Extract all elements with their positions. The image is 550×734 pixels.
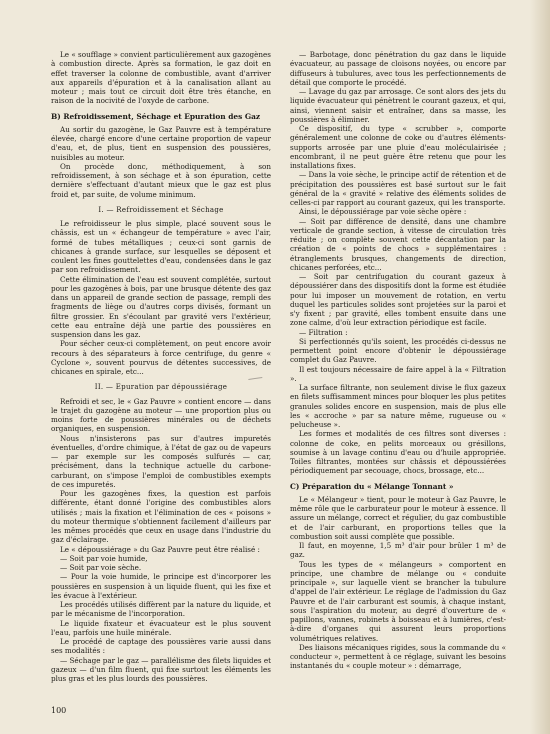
paragraph: Ainsi, le dépoussiérage par voie sèche opère : <box>299 207 467 217</box>
paragraph: — Soit par différence de densité, dans une chambre verticale de grande section, à vitesse de circulation très réduite ; on complète souvent cette décantation par la création de « points de chocs » supplémentaires : étranglements brusques, changements de direction, chicanes perforées, etc... <box>290 216 506 272</box>
paragraph: Nous n'insisterons pas sur d'autres impuretés éventuelles, d'ordre chimique, à l'état de gaz ou de vapeurs — par exemple sur les composés sulfurés — car, précisément, dans la technique actuelle du carbone-carburant, on s'impose l'emploi de combustibles exempts de ces impuretés. <box>51 433 271 489</box>
paragraph: — Filtration : <box>299 327 348 337</box>
paragraph: — Dans la voie sèche, le principe actif de rétention et de précipitation des poussières est basé surtout sur le fait général de la « gravité » relative des éléments solides de celles-ci par rapport au courant gazeux, qui les transporte. <box>290 170 506 207</box>
paragraph: Pour les gazogènes fixes, la question est parfois différente, étant donné l'origine des combustibles alors utilisés ; mais la fixation et l'élimination de ces « poisons » du moteur thermique s'obtiennent facilement d'ailleurs par les mêmes procédés que ceux en usage dans l'industrie du gaz d'éclairage. <box>51 489 271 545</box>
paragraph: — Barbotage, donc pénétration du gaz dans le liquide évacuateur, au passage de cloisons noyées, ou encore par diffuseurs à tubulures, avec tous les perfectionnements de détail que comporte le procédé. <box>290 50 506 87</box>
paragraph: Tous les types de « mélangeurs » comportent en principe, une chambre de mélange ou « conduite principale », sur laquelle vient se brancher la tubulure d'appel de l'air extérieur. Le réglage de l'admission du Gaz Pauvre et de l'air carburant est soumis, à chaque instant, sous l'aspiration du moteur, au degré d'ouverture de « papillons, vannes, robinets à boisseau et à lumières, c'est-à-dire d'organes qui assurent leurs proportions volumétriques relatives. <box>290 559 506 643</box>
paragraph: Le « dépoussiérage » du Gaz Pauvre peut être réalisé : <box>60 544 260 554</box>
paragraph: Cette élimination de l'eau est souvent complétée, surtout pour les gazogènes à bois, par une brusque détente des gaz dans un appareil de grande section de passage, rempli des fragments de liège ou d'autres corps divisés, formant un filtre grossier. En s'écoulant par gravité vers l'extérieur, cette eau entraîne déjà une partie des poussières en suspension dans les gaz. <box>51 274 271 339</box>
list-item: — Soit par voie humide, <box>60 553 148 563</box>
paragraph: Le refroidisseur le plus simple, placé souvent sous le châssis, est un « échangeur de température » avec l'air, formé de tubes métalliques ; ceux-ci sont garnis de chicanes à grande surface, sur lesquelles se déposent et coulent les fines gouttelettes d'eau, condensées dans le gaz par son refroidissement. <box>51 219 271 275</box>
paragraph: Des liaisons mécaniques rigides, sous la commande du « conducteur », permettent à ce réglage, suivant les besoins instantanés du « couple moteur » : démarrage, <box>290 642 506 671</box>
paragraph: Le liquide fixateur et évacuateur est le plus souvent l'eau, parfois une huile minérale. <box>51 618 271 637</box>
subsection-heading-i: I. — Refroidissement et Séchage <box>98 205 224 214</box>
paragraph: Pour sécher ceux-ci complètement, on peut encore avoir recours à des séparateurs à force centrifuge, du genre « Cyclone », souvent pourvus de détentes successives, de chicanes en spirale, etc... <box>51 339 271 376</box>
paragraph: Les procédés utilisés diffèrent par la nature du liquide, et par le mécanisme de l'incorporation. <box>51 600 271 619</box>
page-edge-shadow <box>530 0 550 734</box>
paragraph: — Pour la voie humide, le principe est d'incorporer les poussières en suspension à un liquide fluent, qui les fixe et les évacue à l'extérieur. <box>51 572 271 600</box>
list-item: — Soit par voie sèche. <box>60 563 142 572</box>
paragraph: Il faut, en moyenne, 1,5 m³ d'air pour brûler 1 m³ de gaz. <box>290 541 506 560</box>
section-heading-b: B) Refroidissement, Séchage et Epuration des Gaz <box>51 111 261 121</box>
left-column <box>51 50 271 683</box>
paragraph: — Lavage du gaz par arrosage. Ce sont alors des jets du liquide évacuateur qui pénètrent le courant gazeux, et qui, ainsi, viennent saisir et entraîner, dans sa masse, les poussières à éliminer. <box>290 87 506 124</box>
paragraph: Refroidi et sec, le « Gaz Pauvre » contient encore — dans le trajet du gazogène au moteur — une proportion plus ou moins forte de poussières minérales ou de déchets organiques, en suspension. <box>51 396 271 434</box>
paragraph: Au sortir du gazogène, le Gaz Pauvre est à température élevée, chargé encore d'une certaine proportion de vapeur d'eau, et, de plus, tient en suspension des poussières, nuisibles au moteur. <box>51 124 271 162</box>
paragraph: Ce dispositif, du type « scrubber », comporte généralement une colonne de coke ou d'autres éléments-supports arrosée par une pluie d'eau moléculairisée ; encombrant, il ne peut guère être retenu que pour les installations fixes. <box>290 124 506 170</box>
section-heading-c: C) Préparation du « Mélange Tonnant » <box>290 481 454 491</box>
paragraph: — Soit par centrifugation du courant gazeux à dépoussiérer dans des dispositifs dont la forme est étudiée pour lui imposer un mouvement de rotation, en vertu duquel les particules solides sont projetées sur la paroi et s'y fixent ; par gravité, elles tombent ensuite dans une zone calme, d'où leur extraction périodique est facile. <box>290 272 506 328</box>
paragraph: Le procédé de captage des poussières varie aussi dans ses modalités : <box>51 637 271 656</box>
right-column <box>290 50 506 671</box>
subsection-heading-ii: II. — Epuration par dépoussiérage <box>94 383 228 392</box>
paragraph: Le « Mélangeur » tient, pour le moteur à Gaz Pauvre, le même rôle que le carburateur pour le moteur à essence. Il assure un mélange, correct et régulier, du gaz combustible et de l'air carburant, en proportions telles que la combustion soit aussi complète que possible. <box>290 494 506 541</box>
paragraph: Si perfectionnés qu'ils soient, les procédés ci-dessus ne permettent point encore d'obtenir le dépoussiérage complet du Gaz Pauvre. <box>290 336 506 365</box>
paragraph: Le « soufflage » convient particulièrement aux gazogènes à combustion directe. Après sa formation, le gaz doit en effet traverser la colonne de combustible, avant d'arriver aux appareils d'épuration et à la canalisation allant au moteur ; mais tout ce circuit doit être très étanche, en raison de la nocivité de l'oxyde de carbone. <box>51 50 271 106</box>
paragraph: On procède donc, méthodiquement, à son refroidissement, à son séchage et à son épuration, cette dernière s'effectuant d'autant mieux que le gaz est plus froid et, par suite, de volume minimum. <box>51 161 271 199</box>
paragraph: La surface filtrante, non seulement divise le flux gazeux en filets suffisamment minces pour bloquer les plus petites granules solides encore en suspension, mais de plus elle les « accroche » par sa nature même, rugueuse ou « pelucheuse ». <box>290 383 506 429</box>
paragraph: Les formes et modalités de ces filtres sont diverses : colonne de coke, en pelits morceaux ou grésillons, soumise à un lavage continu d'eau ou d'huile appropriée. Toiles filtrantes, montées sur châssis et dépoussiérées périodiquement par secouage, chocs, brossage, etc... <box>290 429 506 476</box>
paragraph: Il est toujours nécessaire de faire appel à la « Filtration ». <box>290 364 506 383</box>
page-number: 100 <box>51 706 67 715</box>
paragraph: — Séchage par le gaz — parallélisme des filets liquides et gazeux — d'un film fluent, qui fixe surtout les éléments les plus gras et les plus lourds des poussières. <box>51 655 271 683</box>
